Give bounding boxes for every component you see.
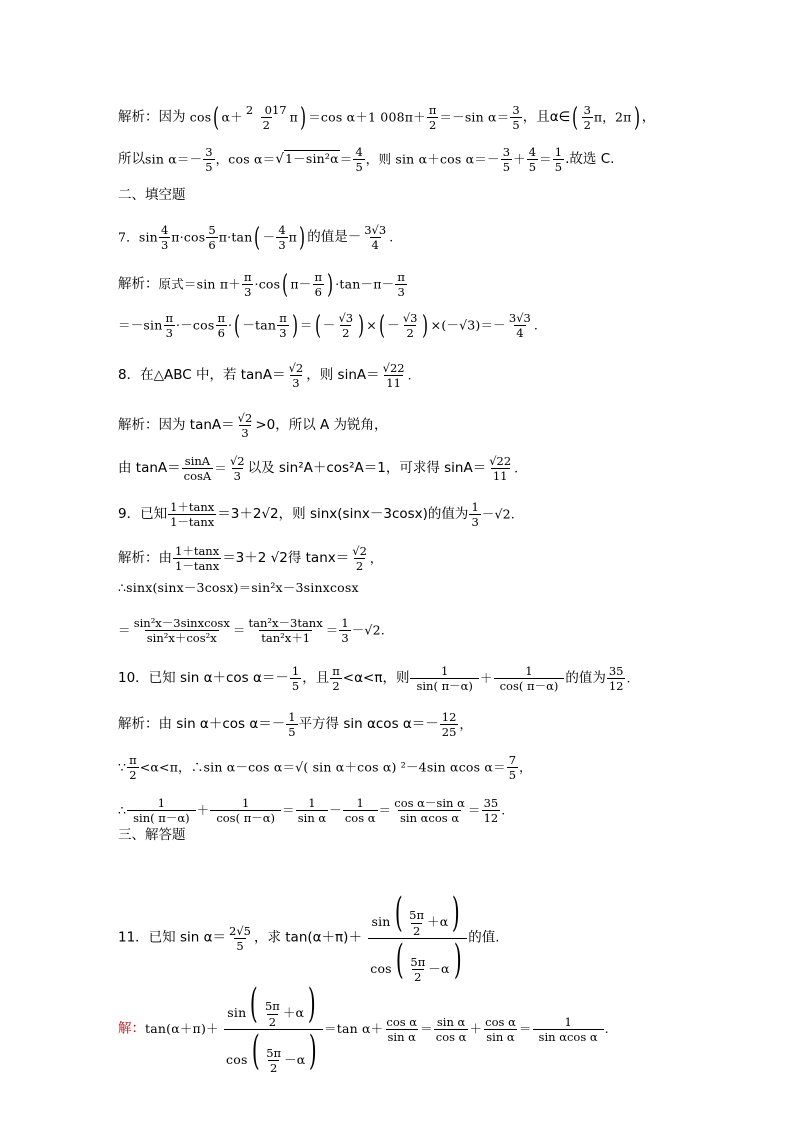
fraction: $\frac{1}{\cos( \pi-\alpha)}$ [210, 797, 281, 824]
q10-solution-line-1: 解析：由 sin α＋cos α＝－ $\frac{1}{5}$ 平方得 sin αcos α＝－ $\frac{12}{25}$ ， [118, 710, 473, 740]
fraction: $\frac{12}{25}$ [441, 710, 457, 740]
fraction: $\frac{\pi}{2}$ [129, 753, 137, 783]
fraction: $\frac{4}{5}$ [528, 145, 537, 175]
q10-stem: 10．已知 sin α＋cos α＝－ $\frac{1}{5}$ ，且 $\frac{\pi}{2}$ <α<π，则 $\frac{1}{\sin( \pi-\alpha)}$ ＋ $\frac{1}{\cos( \pi-\alpha)}$ 的值为 $\frac{35}{12}$ . [118, 664, 631, 694]
fraction: $\frac{√2}{3}$ [229, 454, 245, 484]
fraction: $\frac{1}{5}$ [554, 145, 563, 175]
fraction: $\frac{1}{\sin( \pi-\alpha)}$ [410, 665, 478, 692]
q10-solution-line-2: ∵ $\frac{\pi}{2}$ <α<π，∴sin α－cos α＝√( sin α＋cos α) ²－4sin αcos α＝ $\frac{7}{5}$ ， [118, 753, 532, 783]
fraction: $\frac{35}{12}$ [608, 664, 624, 694]
fraction: $\frac{\pi}{3}$ [279, 311, 287, 341]
fraction: $\frac{1}{3}$ [471, 500, 479, 530]
fraction: $\frac{\pi}{3}$ [165, 311, 174, 341]
fraction: $\frac{√22}{11}$ [489, 454, 512, 484]
fraction: $\frac{3}{5}$ [502, 145, 511, 175]
q6-solution-line-1: 解析：因为 cos( α＋ $\frac{2 017}{2}$ π) ＝cos α＋1 008π＋ $\frac{\pi}{2}$ ＝－sin α＝ $\frac{3}{5}$ ，且α∈( $\frac{3}{2}$ π，2π) ， [118, 102, 656, 133]
fraction: $\frac{3}{5}$ [512, 103, 520, 133]
fraction: $\frac{1+\tan x}{1-\tan x}$ [175, 544, 220, 574]
fraction: $\frac{1}{\text{cos α}}$ [344, 796, 376, 826]
q11-solution: 解：tan(α＋π)＋ sin( $\frac{5\pi}{2}$ ＋α) cos( $\frac{5\pi}{2}$ －α) ＝tan α＋ $\frac{\text{cos α}}{\text{sin α}}$ ＝ $\frac{\text{sin α}}{\text{cos α}}$ ＋ $\frac{\text{cos α}}{\text{sin α}}$ ＝ $\frac{1}{\text{sin αcos α}}$ . [118, 981, 609, 1076]
q9-solution-line-1: 解析：由 $\frac{1+\tan x}{1-\tan x}$ ＝3＋2 √2得 tanx＝ $\frac{√2}{2}$ ， [118, 544, 383, 574]
fraction: $\frac{√3}{2}$ [338, 311, 354, 341]
fraction: $\frac{√22}{11}$ [382, 361, 405, 391]
fraction: $\frac{√2}{3}$ [237, 411, 253, 441]
fraction: $\frac{2 017}{2}$ [245, 103, 287, 133]
fraction: $\frac{1}{\sin( \pi-\alpha)}$ [127, 797, 195, 824]
fraction: $\frac{35}{12}$ [483, 796, 499, 826]
fraction: $\frac{\text{tan²x－3tanx}}{\text{tan²x＋1}}$ [248, 616, 323, 646]
q8-solution-line-2: 由 tanA＝ $\frac{\sin A}{\cos A}$ ＝ $\frac{√2}{3}$ 以及 sin²A＋cos²A＝1，可求得 sinA＝ $\frac{√22}{11}$ . [118, 454, 519, 484]
fraction: $\frac{\text{cos α－sin α}}{\text{sin αcos α}}$ [394, 796, 465, 826]
section-heading-answer: 三、解答题 [118, 827, 186, 843]
q11-stem: 11．已知 sin α＝ $\frac{2√5}{5}$ ，求 tan(α＋π)＋ sin( $\frac{5\pi}{2}$ ＋α) cos( $\frac{5\pi}{2}$ －α) 的值. [118, 890, 500, 985]
fraction: $\frac{\pi}{6}$ [217, 311, 226, 341]
fraction: $\frac{2√5}{5}$ [229, 923, 251, 953]
solution-label: 解析： [118, 108, 159, 125]
fraction: $\frac{4}{3}$ [278, 223, 286, 253]
fraction: $\frac{\text{cos α}}{\text{sin α}}$ [386, 1014, 418, 1044]
q7-solution-line-2: ＝－sin $\frac{\pi}{3}$ ·－cos $\frac{\pi}{6}$ ·( －tan $\frac{\pi}{3}$ ) ＝( － $\frac{√3}{2}$ ) ×( － $\frac{√3}{2}$ ) ×(－√3)＝－ $\frac{3√3}{4}$ . [118, 310, 539, 341]
section-heading-fill-in: 二、填空题 [118, 187, 186, 203]
fraction: $\frac{3}{5}$ [205, 145, 213, 175]
q8-stem: 8．在△ABC 中，若 tanA＝ $\frac{√2}{3}$ ，则 sinA＝ $\frac{√22}{11}$ . [118, 361, 412, 391]
compound-fraction: sin( $\frac{5\pi}{2}$ ＋α) cos( $\frac{5\pi}{2}$ －α) [224, 984, 323, 1074]
fraction: $\frac{1+\tan x}{1-\tan x}$ [170, 500, 215, 530]
fraction: $\frac{√2}{2}$ [352, 544, 367, 574]
fraction: $\frac{5\pi}{2}$ [409, 908, 425, 938]
fraction: $\frac{\text{cos α}}{\text{sin α}}$ [485, 1014, 516, 1044]
fraction: $\frac{\text{sin α}}{\text{cos α}}$ [435, 1014, 467, 1044]
fraction: $\frac{3}{2}$ [583, 103, 591, 133]
fraction: $\frac{1}{3}$ [341, 616, 349, 646]
q6-solution-line-2: 所以sin α＝－ $\frac{3}{5}$ ，cos α＝√1－sin²α＝ $\frac{4}{5}$ ，则 sin α＋cos α＝－ $\frac{3}{5}$ ＋ $\frac{4}{5}$ ＝ $\frac{1}{5}$ .故选 C. [118, 145, 615, 175]
fraction: $\frac{1}{\cos( \pi-\alpha)}$ [494, 665, 565, 692]
square-root: √1－sin²α [275, 150, 339, 167]
q8-solution-line-1: 解析：因为 tanA＝ $\frac{√2}{3}$ >0，所以 A 为锐角， [118, 411, 388, 441]
q9-solution-line-3: ＝ $\frac{\text{sin²x－3sinxcosx}}{\text{sin²x＋cos²x}}$ ＝ $\frac{\text{tan²x－3tanx}}{\text{tan²x＋1}}$ ＝ $\frac{1}{3}$ －√2. [118, 616, 385, 646]
fraction: $\frac{\pi}{3}$ [397, 270, 405, 300]
fraction: $\frac{1}{\text{sin α}}$ [297, 796, 327, 826]
q9-solution-line-2: ∴sinx(sinx－3cosx)＝sin²x－3sinxcosx [118, 580, 359, 595]
q9-stem: 9．已知 $\frac{1+\tan x}{1-\tan x}$ ＝3＋2√2，则 sinx(sinx－3cosx)的值为 $\frac{1}{3}$ －√2. [118, 500, 515, 530]
fraction: $\frac{1}{5}$ [291, 664, 300, 694]
compound-fraction: sin( $\frac{5\pi}{2}$ ＋α) cos( $\frac{5\pi}{2}$ －α) [368, 893, 467, 983]
fraction: $\frac{\text{sin²x－3sinxcosx}}{\text{sin²x＋cos²x}}$ [133, 616, 230, 646]
fraction: $\frac{\sin A}{\cos A}$ [183, 454, 212, 484]
solution-label-red: 解： [118, 1020, 145, 1037]
fraction: $\frac{5}{6}$ [208, 223, 216, 253]
fraction: $\frac{\pi}{2}$ [332, 664, 340, 694]
fraction: $\frac{1}{\text{sin αcos α}}$ [533, 1016, 604, 1043]
fraction: $\frac{√3}{2}$ [402, 311, 418, 341]
fraction: $\frac{5\pi}{2}$ [266, 1046, 282, 1076]
fraction: $\frac{\pi}{3}$ [243, 270, 252, 300]
fraction: $\frac{5\pi}{2}$ [264, 999, 280, 1029]
fraction: $\frac{3√3}{4}$ [508, 311, 531, 341]
fraction: $\frac{3√3}{4}$ [364, 223, 387, 253]
q10-solution-line-3: ∴ $\frac{1}{\sin( \pi-\alpha)}$ ＋ $\frac{1}{\cos( \pi-\alpha)}$ ＝ $\frac{1}{\text{sin α}}$ － $\frac{1}{\text{cos α}}$ ＝ $\frac{\text{cos α－sin α}}{\text{sin αcos α}}$ ＝ $\frac{35}{12}$ . [118, 796, 506, 826]
fraction: $\frac{\pi}{2}$ [428, 103, 437, 133]
fraction: $\frac{7}{5}$ [508, 753, 517, 783]
fraction: $\frac{√2}{3}$ [288, 361, 304, 391]
q7-solution-line-1: 解析：原式＝sin π＋ $\frac{\pi}{3}$ ·cos( π－ $\frac{\pi}{6}$ ) ·tan－π－ $\frac{\pi}{3}$ [118, 269, 405, 300]
fraction: $\frac{1}{5}$ [288, 710, 296, 740]
fraction: $\frac{\pi}{6}$ [314, 270, 323, 300]
fraction: $\frac{4}{5}$ [355, 145, 363, 175]
fraction: $\frac{4}{3}$ [160, 223, 169, 253]
q7-stem: 7．sin $\frac{4}{3}$ π·cos $\frac{5}{6}$ π·tan( － $\frac{4}{3}$ π) 的值是－ $\frac{3√3}{4}$ . [118, 222, 394, 253]
fraction: $\frac{5\pi}{2}$ [410, 955, 426, 985]
